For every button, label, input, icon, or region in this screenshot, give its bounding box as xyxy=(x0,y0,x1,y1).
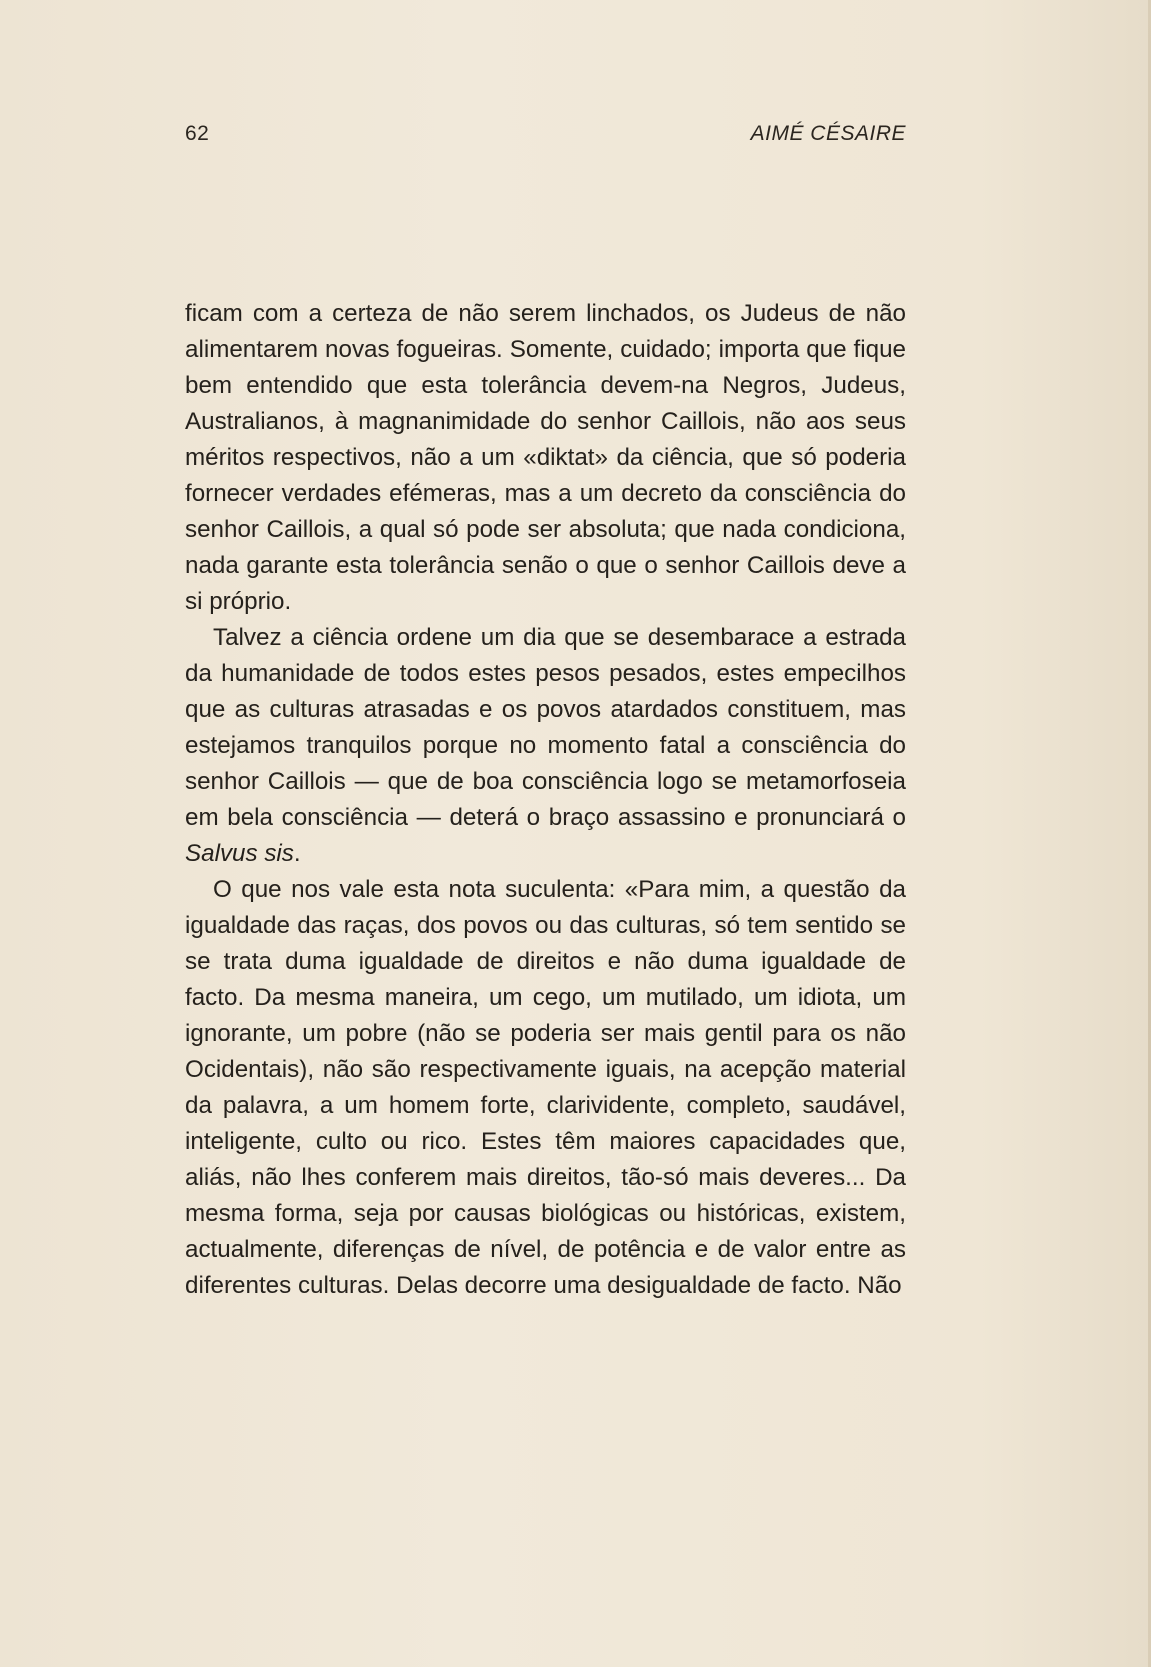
paragraph-2-italic-phrase: Salvus sis xyxy=(185,840,294,867)
running-title: AIMÉ CÉSAIRE xyxy=(750,122,906,145)
paragraph-2-text: Talvez a ciência ordene um dia que se desembarace a estrada da humanidade de todos estes pesos pesados, estes empecilhos que as culturas atrasadas e os povos atardados constituem, mas estejamos tranquilos porque no momento fatal a consciência do senhor Caillois — que de boa consciência logo se metamorfoseia em bela consciência — deterá o braço assassino e pronunciará o xyxy=(185,624,906,831)
paragraph-1: ficam com a certeza de não serem linchados, os Judeus de não alimentarem novas fogueiras. Somente, cuidado; importa que fique bem entendido que esta tolerância devem-na Negros, Judeus, Australianos, à magnanimidade do senhor Caillois, não aos seus méritos respectivos, não a um «diktat» da ciência, que só poderia fornecer verdades efémeras, mas a um decreto da consciência do senhor Caillois, a qual só pode ser absoluta; que nada condiciona, nada garante esta tolerância senão o que o senhor Caillois deve a si próprio. xyxy=(185,300,906,615)
running-head xyxy=(185,122,906,152)
paragraph-2-end: . xyxy=(293,840,301,867)
body-text xyxy=(185,296,906,1304)
page-number: 62 xyxy=(185,122,210,145)
paragraph-2 xyxy=(185,620,906,872)
paragraph-3: O que nos vale esta nota suculenta: «Para mim, a questão da igualdade das raças, dos povos ou das culturas, só tem sentido se se trata duma igualdade de direitos e não duma igualdade de facto. Da mesma maneira, um cego, um mutilado, um idiota, um ignorante, um pobre (não se poderia ser mais gentil para os não Ocidentais), não são respectivamente iguais, na acepção material da palavra, a um homem forte, clarividente, completo, saudável, inteligente, culto ou rico. Estes têm maiores capacidades que, aliás, não lhes conferem mais direitos, tão-só mais deveres... Da mesma forma, seja por causas biológicas ou históricas, existem, actualmente, diferenças de nível, de potência e de valor entre as diferentes culturas. Delas decorre uma desigualdade de facto. Não xyxy=(185,876,906,1299)
